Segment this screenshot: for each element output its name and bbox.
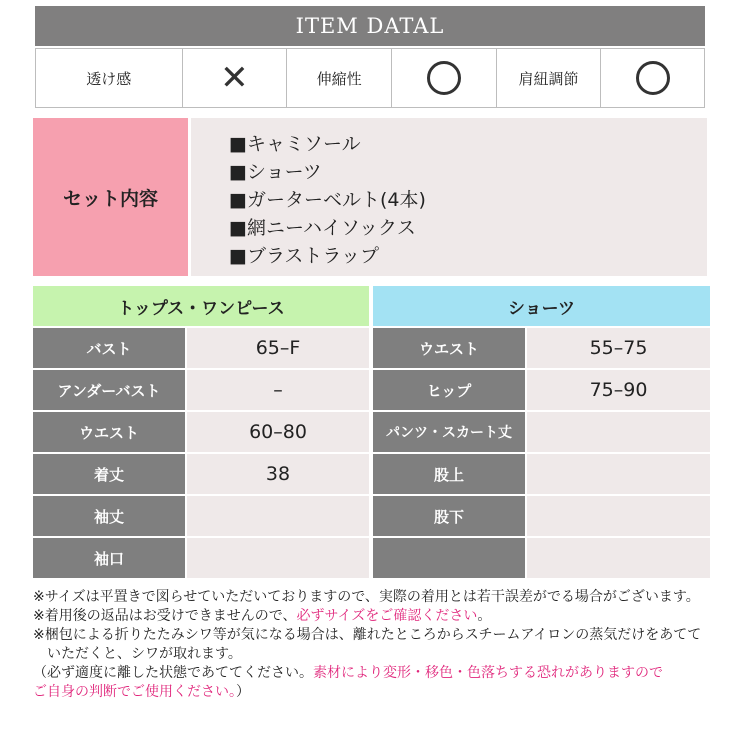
shorts-table-title: ショーツ	[373, 286, 710, 326]
table-row	[33, 454, 369, 494]
table-row	[33, 412, 369, 452]
set-item: ■ガーターベルト(4本)	[229, 189, 426, 211]
row-label: ウエスト	[373, 328, 525, 368]
stretch-value	[392, 49, 497, 107]
shorts-size-table	[373, 286, 710, 578]
row-value: 65–F	[187, 328, 369, 368]
note-line	[33, 683, 723, 702]
row-value	[527, 538, 710, 578]
row-label: ウエスト	[33, 412, 185, 452]
row-label: 着丈	[33, 454, 185, 494]
row-label: 袖丈	[33, 496, 185, 536]
table-row	[33, 328, 369, 368]
row-label: ヒップ	[373, 370, 525, 410]
table-row	[373, 454, 710, 494]
detail-row	[35, 48, 705, 108]
note-warning: 素材により変形・移色・色落ちする恐れがありますので	[313, 665, 663, 681]
note-line: いただくと、シワが取れます。	[33, 646, 242, 662]
row-label: パンツ・スカート丈	[373, 412, 525, 452]
set-item: ■キャミソール	[229, 133, 361, 155]
note-text: （必ず適度に離した状態であててください。	[33, 665, 313, 681]
row-value: 55–75	[527, 328, 710, 368]
row-value	[187, 496, 369, 536]
row-label: 袖口	[33, 538, 185, 578]
row-value	[187, 538, 369, 578]
note-text: ）	[236, 684, 250, 700]
circle-icon	[427, 61, 461, 95]
tops-table-title: トップス・ワンピース	[33, 286, 369, 326]
row-label: アンダーバスト	[33, 370, 185, 410]
detail-label-stretch: 伸縮性	[287, 49, 392, 107]
detail-label-strap-adjust: 肩紐調節	[497, 49, 602, 107]
note-line: ※サイズは平置きで図らせていただいておりますので、実際の着用とは若干誤差がでる場合がございます。	[33, 589, 700, 605]
note-warning: ご自身の判断でご使用ください。	[33, 684, 236, 700]
note-warning: 必ずサイズをご確認ください	[296, 608, 478, 624]
item-detail-title: ITEM DATAL	[35, 6, 705, 46]
note-line	[33, 607, 723, 626]
row-label: バスト	[33, 328, 185, 368]
row-label	[373, 538, 525, 578]
table-row	[373, 496, 710, 536]
row-value: –	[187, 370, 369, 410]
note-text: 。	[477, 608, 492, 624]
strap-adjust-value	[601, 49, 704, 107]
table-row	[373, 370, 710, 410]
row-value: 60–80	[187, 412, 369, 452]
table-row	[373, 538, 710, 578]
detail-label-transparency: 透け感	[36, 49, 183, 107]
set-item: ■ショーツ	[229, 161, 322, 183]
table-row	[33, 538, 369, 578]
row-value	[527, 454, 710, 494]
note-text: ※着用後の返品はお受けできませんので、	[33, 608, 297, 624]
table-row	[33, 496, 369, 536]
cross-icon: ✕	[220, 58, 249, 98]
row-value: 38	[187, 454, 369, 494]
notes	[33, 588, 723, 702]
row-label: 股上	[373, 454, 525, 494]
row-value	[527, 496, 710, 536]
set-item: ■ブラストラップ	[229, 245, 380, 267]
note-line	[33, 664, 723, 683]
table-row	[373, 328, 710, 368]
note-line: ※梱包による折りたたみシワ等が気になる場合は、離れたところからスチームアイロンの蒸気だけをあてて	[33, 627, 702, 643]
set-contents-label: セット内容	[33, 118, 188, 276]
table-row	[373, 412, 710, 452]
table-row	[33, 370, 369, 410]
set-item: ■網ニーハイソックス	[229, 217, 416, 239]
row-value: 75–90	[527, 370, 710, 410]
set-contents-list	[191, 118, 707, 276]
circle-icon	[636, 61, 670, 95]
row-value	[527, 412, 710, 452]
row-label: 股下	[373, 496, 525, 536]
transparency-value	[183, 49, 288, 107]
tops-size-table	[33, 286, 369, 578]
